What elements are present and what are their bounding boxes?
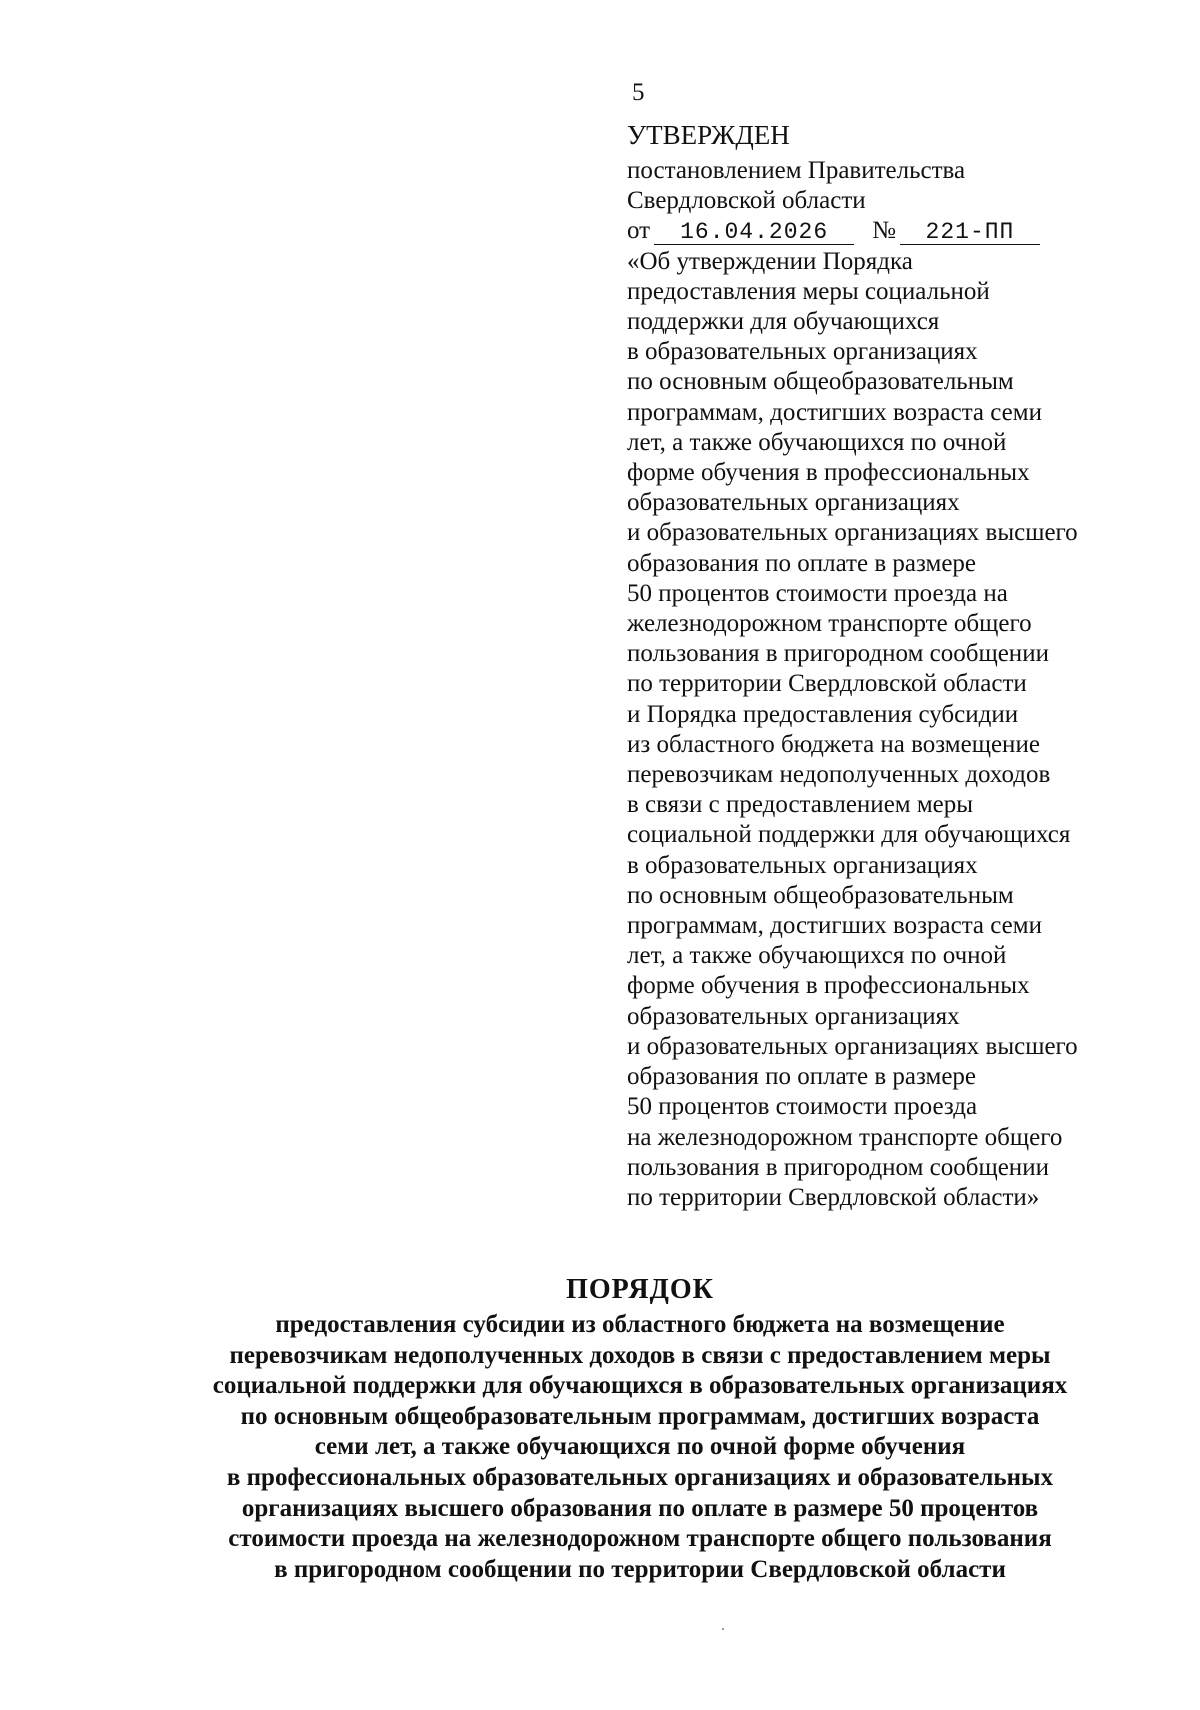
- approval-title-line: образовательных организациях: [627, 489, 960, 517]
- approval-title-line: форме обучения в профессиональных: [627, 972, 1030, 1000]
- approval-title: [627, 247, 1187, 1214]
- approval-title-line: в образовательных организациях: [627, 851, 978, 879]
- approval-title-line: форме обучения в профессиональных: [627, 459, 1030, 487]
- approval-title-line: и образовательных организациях высшего: [627, 519, 1078, 547]
- approval-heading: УТВЕРЖДЕН: [627, 120, 790, 150]
- approval-title-line: по основным общеобразовательным: [627, 368, 1014, 396]
- approval-issuer-line: постановлением Правительства: [627, 157, 966, 184]
- approval-title-line: поддержки для обучающихся: [627, 308, 940, 336]
- approval-title-line: образования по оплате в размере: [627, 1063, 977, 1091]
- document-subtitle-line: стоимости проезда на железнодорожном транспорте общего пользования: [228, 1525, 1052, 1553]
- document-subtitle-line: социальной поддержки для обучающихся в образовательных организациях: [212, 1372, 1068, 1400]
- approval-date-line: [627, 216, 1187, 246]
- approval-block: [627, 118, 1187, 1213]
- approval-title-line: программам, достигших возраста семи: [627, 912, 1042, 940]
- approval-title-line: и Порядка предоставления субсидии: [627, 700, 1019, 728]
- date-prefix: от: [627, 217, 651, 245]
- approval-title-line: лет, а также обучающихся по очной: [627, 942, 1007, 970]
- approval-title-line: образовательных организациях: [627, 1002, 960, 1030]
- approval-issuer-line: Свердловской области: [627, 187, 866, 215]
- approval-title-line: социальной поддержки для обучающихся: [627, 821, 1071, 849]
- document-title: ПОРЯДОК: [566, 1274, 714, 1305]
- approval-title-line: перевозчикам недополученных доходов: [627, 761, 1051, 789]
- approval-title-line: и образовательных организациях высшего: [627, 1032, 1078, 1060]
- document-subtitle-line: по основным общеобразовательным программам, достигших возраста: [240, 1402, 1040, 1430]
- approval-title-line: программам, достигших возраста семи: [627, 398, 1042, 426]
- approval-title-line: пользования в пригородном сообщении: [627, 1153, 1049, 1181]
- document-title-block: [40, 1272, 1200, 1585]
- approval-title-line: образования по оплате в размере: [627, 549, 977, 577]
- approval-title-line: лет, а также обучающихся по очной: [627, 428, 1007, 456]
- document-subtitle-line: организациях высшего образования по оплате в размере 50 процентов: [241, 1494, 1039, 1522]
- approval-title-line: по территории Свердловской области»: [627, 1183, 1040, 1211]
- approval-title-line: по территории Свердловской области: [627, 670, 1027, 698]
- approval-title-line: железнодорожном транспорте общего: [627, 610, 1032, 638]
- scan-speck: [722, 1628, 724, 1630]
- approval-title-line: по основным общеобразовательным: [627, 881, 1014, 909]
- page-number: 5: [632, 79, 645, 106]
- approval-title-line: в образовательных организациях: [627, 338, 978, 366]
- approval-title-line: в связи с предоставлением меры: [627, 791, 974, 819]
- approval-title-line: предоставления меры социальной: [627, 277, 990, 305]
- document-number: 221-ПП: [900, 220, 1040, 245]
- document-subtitle-line: в пригородном сообщении по территории Свердловской области: [274, 1555, 1006, 1583]
- document-subtitle-line: в профессиональных образовательных организациях и образовательных: [226, 1463, 1054, 1491]
- approval-title-line: на железнодорожном транспорте общего: [627, 1123, 1063, 1151]
- approval-title-line: 50 процентов стоимости проезда на: [627, 579, 1008, 607]
- document-subtitle-line: предоставления субсидии из областного бюджета на возмещение: [275, 1311, 1005, 1338]
- number-sign: №: [872, 217, 896, 245]
- document-subtitle-line: перевозчикам недополученных доходов в связи с предоставлением меры: [229, 1341, 1051, 1369]
- document-subtitle: [40, 1310, 1200, 1585]
- date-value: 16.04.2026: [654, 220, 854, 245]
- approval-title-line: из областного бюджета на возмещение: [627, 730, 1040, 758]
- approval-title-line: «Об утверждении Порядка: [627, 247, 913, 275]
- approval-title-line: пользования в пригородном сообщении: [627, 640, 1049, 668]
- approval-title-line: 50 процентов стоимости проезда: [627, 1093, 978, 1121]
- document-subtitle-line: семи лет, а также обучающихся по очной форме обучения: [314, 1433, 966, 1461]
